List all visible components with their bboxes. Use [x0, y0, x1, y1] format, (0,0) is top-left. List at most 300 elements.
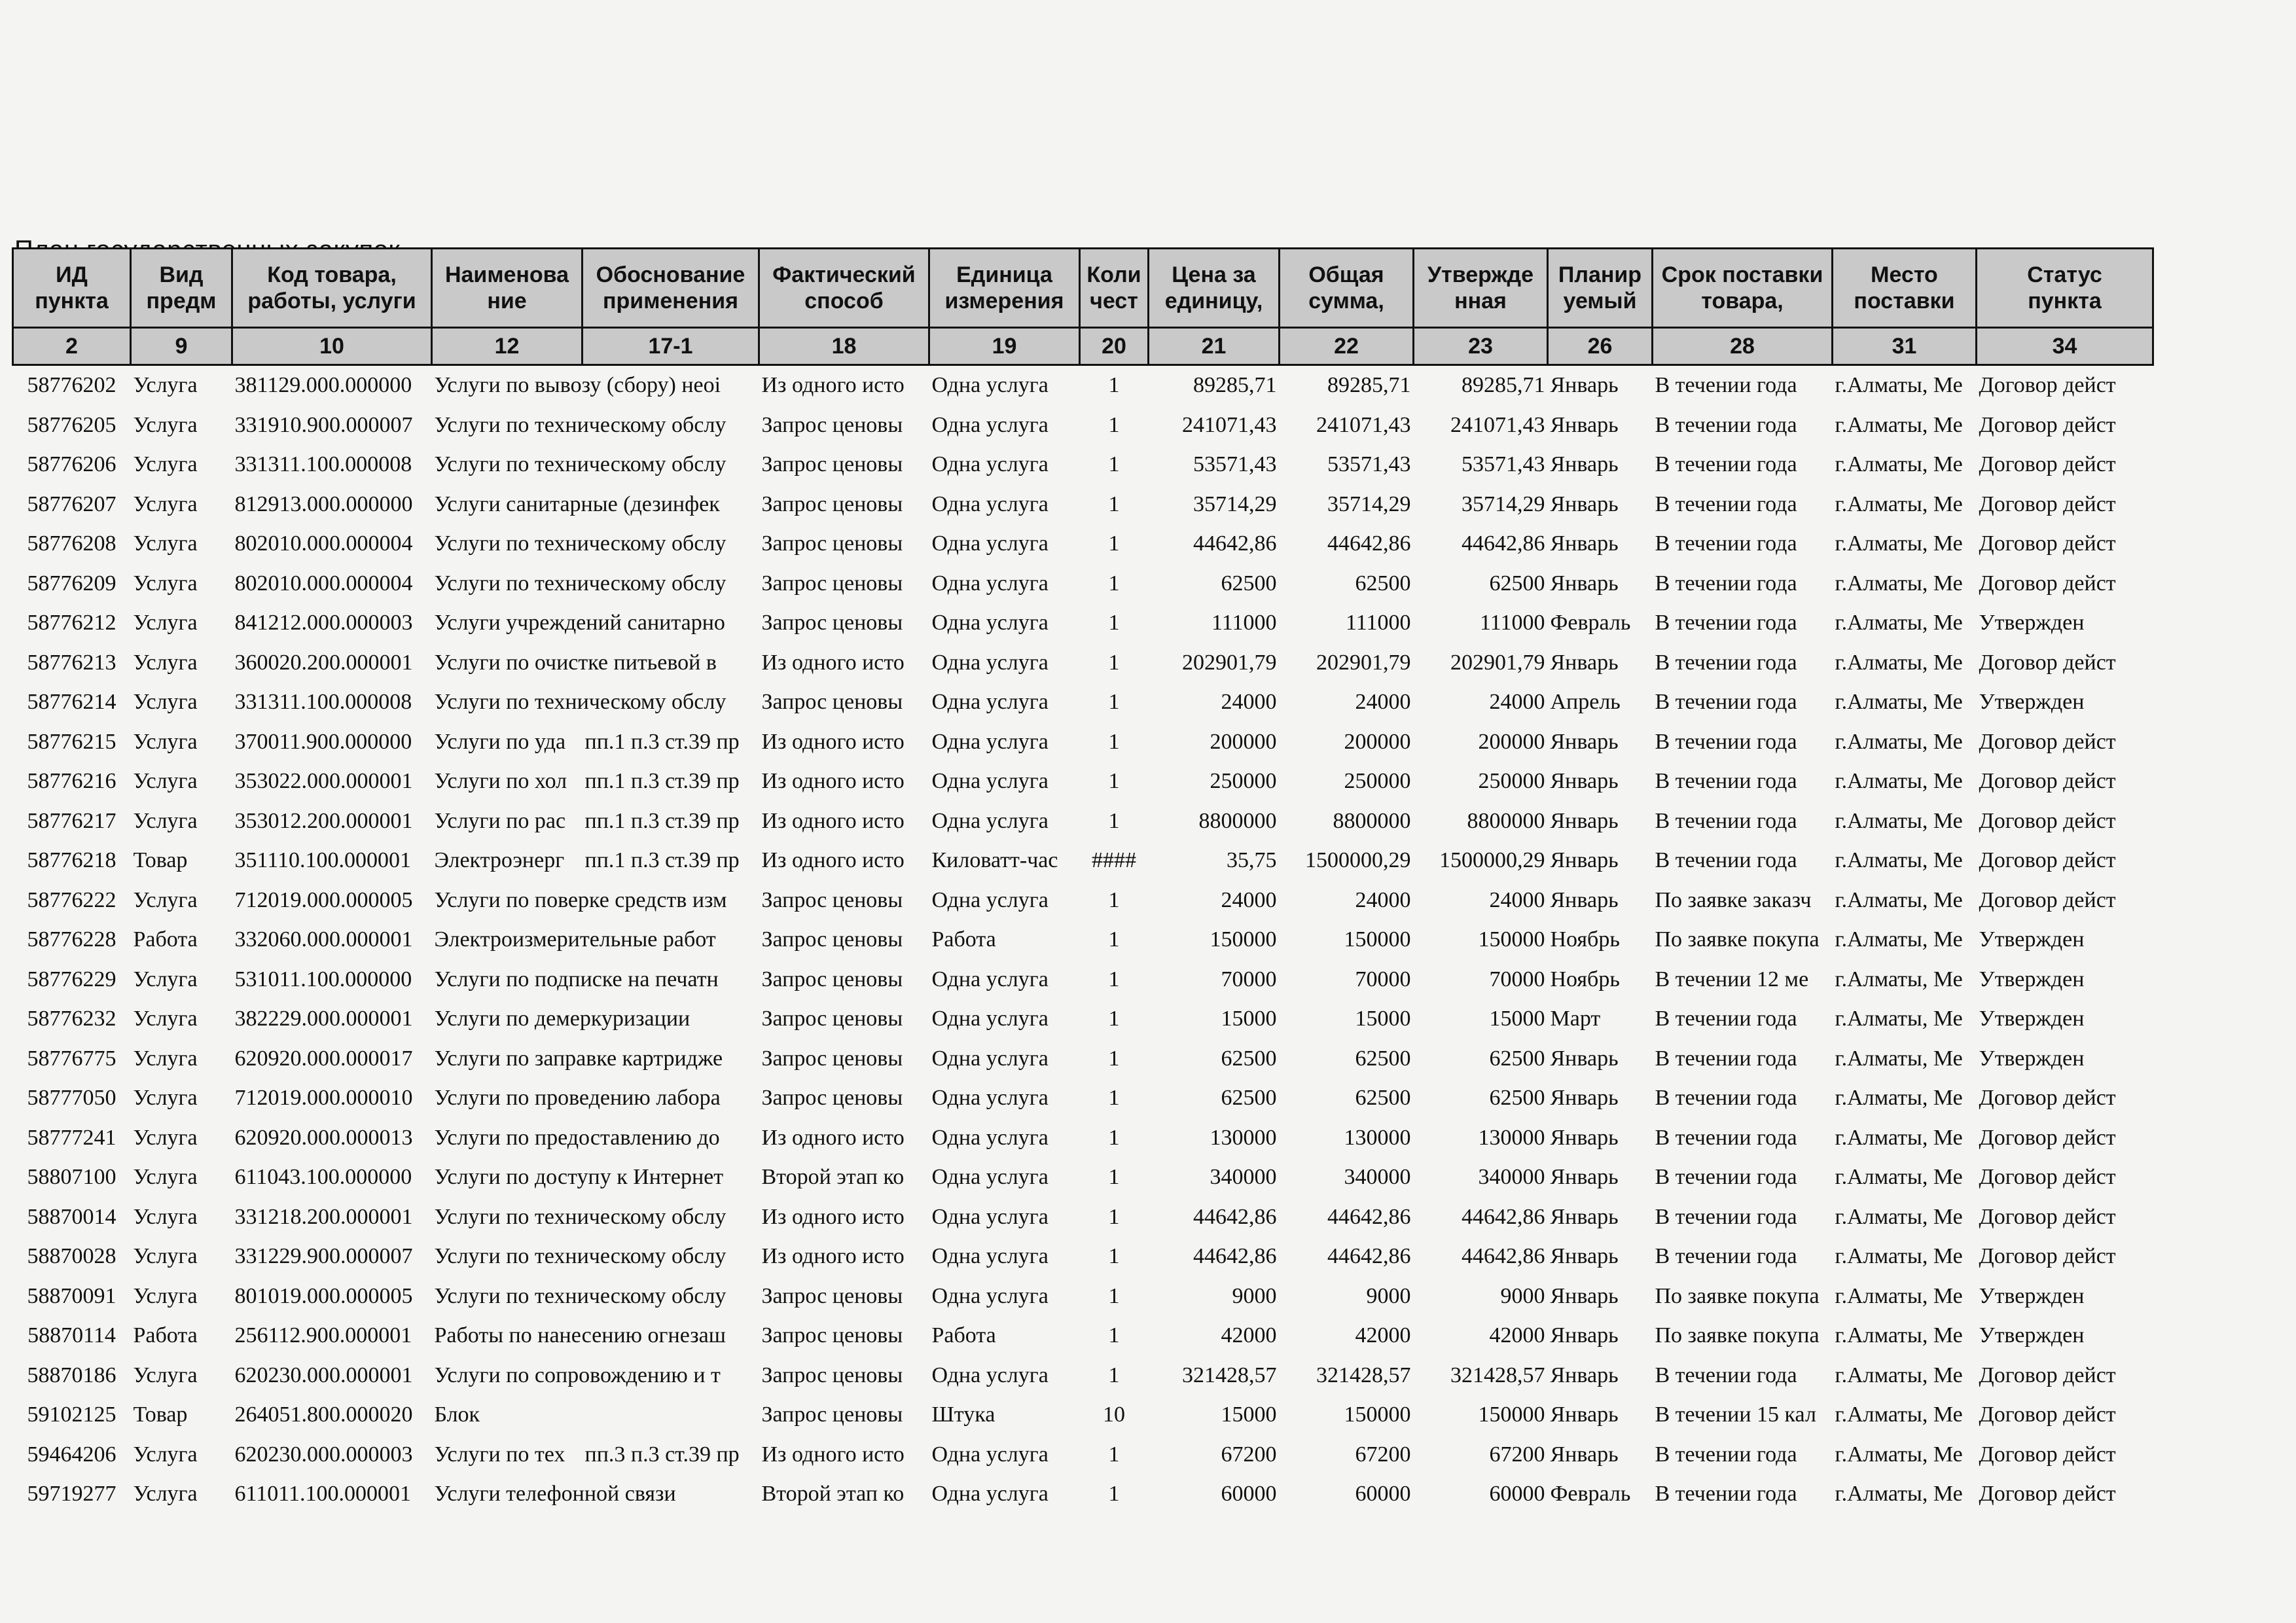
- column-header-name: Наименова ние: [432, 249, 583, 328]
- cell-name: Услуги телефонной связи: [434, 1482, 676, 1507]
- cell-planned-month: Январь: [1550, 1046, 1619, 1071]
- cell-planned-month: Январь: [1550, 848, 1619, 873]
- cell-total-sum: 200000: [1344, 729, 1411, 754]
- cell-delivery-place: г.Алматы, Ме: [1835, 927, 1963, 952]
- cell-method: Запрос ценовы: [761, 690, 903, 715]
- cell-delivery-place: г.Алматы, Ме: [1835, 1204, 1963, 1229]
- cell-method: Запрос ценовы: [761, 491, 903, 516]
- cell-total-sum: 60000: [1355, 1482, 1411, 1507]
- cell-method: Запрос ценовы: [761, 927, 903, 952]
- cell-approved: 44642,86: [1462, 531, 1545, 556]
- cell-planned-month: Январь: [1550, 1402, 1619, 1427]
- cell-total-sum: 8800000: [1333, 808, 1411, 833]
- cell-delivery-term: По заявке покупа: [1655, 1283, 1820, 1308]
- cell-planned-month: Январь: [1550, 1363, 1619, 1387]
- cell-name: Услуги по техническому обслу: [434, 1244, 726, 1269]
- table-row: [13, 762, 2153, 802]
- cell-name: Услуги по хол: [434, 769, 567, 794]
- cell-status: Договор дейст: [1979, 1165, 2116, 1190]
- cell-delivery-term: В течении года: [1655, 808, 1797, 833]
- cell-name: Услуги по подписке на печатн: [434, 967, 719, 991]
- cell-name: Услуги по поверке средств изм: [434, 887, 727, 912]
- cell-id: 58777241: [27, 1125, 117, 1150]
- cell-id: 58776775: [27, 1046, 117, 1071]
- cell-total-sum: 241071,43: [1316, 412, 1411, 437]
- cell-delivery-place: г.Алматы, Ме: [1835, 887, 1963, 912]
- cell-quantity: 1: [1108, 1165, 1120, 1190]
- cell-name: Услуги по демеркуризации: [434, 1007, 691, 1031]
- cell-code: 531011.100.000000: [234, 967, 412, 991]
- cell-quantity: 1: [1108, 531, 1120, 556]
- cell-delivery-place: г.Алматы, Ме: [1835, 1363, 1963, 1387]
- cell-planned-month: Январь: [1550, 373, 1619, 398]
- cell-approved: 89285,71: [1462, 373, 1545, 398]
- cell-planned-month: Январь: [1550, 531, 1619, 556]
- cell-id: 58870091: [27, 1283, 117, 1308]
- column-number-quantity: 20: [1080, 328, 1149, 365]
- cell-name: Работы по нанесению огнезаш: [434, 1323, 726, 1348]
- cell-id: 58776229: [27, 967, 117, 991]
- cell-subject-type: Услуга: [133, 967, 198, 991]
- cell-method: Второй этап ко: [761, 1165, 905, 1190]
- cell-unit-price: 53571,43: [1193, 452, 1277, 477]
- cell-delivery-place: г.Алматы, Ме: [1835, 611, 1963, 635]
- cell-justification: пп.1 п.3 ст.39 пр: [584, 848, 740, 873]
- cell-id: 59102125: [27, 1402, 117, 1427]
- cell-delivery-term: В течении года: [1655, 1482, 1797, 1507]
- cell-total-sum: 62500: [1355, 571, 1411, 596]
- cell-delivery-place: г.Алматы, Ме: [1835, 1165, 1963, 1190]
- cell-planned-month: Март: [1550, 1007, 1601, 1031]
- cell-approved: 9000: [1500, 1283, 1545, 1308]
- cell-code: 611043.100.000000: [234, 1165, 412, 1190]
- cell-delivery-place: г.Алматы, Ме: [1835, 1402, 1963, 1427]
- cell-subject-type: Услуга: [133, 412, 198, 437]
- cell-subject-type: Работа: [133, 1323, 198, 1348]
- cell-name: Услуги по доступу к Интернет: [434, 1165, 724, 1190]
- cell-unit: Одна услуга: [931, 690, 1049, 715]
- cell-name: Услуги санитарные (дезинфек: [434, 491, 720, 516]
- cell-status: Утвержден: [1979, 1007, 2085, 1031]
- cell-code: 360020.200.000001: [234, 650, 413, 675]
- cell-status: Утвержден: [1979, 1283, 2085, 1308]
- cell-method: Второй этап ко: [761, 1482, 905, 1507]
- cell-unit-price: 35714,29: [1193, 491, 1277, 516]
- cell-subject-type: Товар: [133, 1402, 188, 1427]
- cell-code: 332060.000.000001: [234, 927, 413, 952]
- cell-delivery-term: В течении года: [1655, 1442, 1797, 1467]
- cell-quantity: ####: [1092, 848, 1136, 873]
- cell-id: 58776207: [27, 491, 117, 516]
- cell-total-sum: 44642,86: [1327, 1244, 1411, 1269]
- cell-planned-month: Февраль: [1550, 611, 1631, 635]
- cell-quantity: 1: [1108, 611, 1120, 635]
- table-row: [13, 1237, 2153, 1277]
- cell-total-sum: 250000: [1344, 769, 1411, 794]
- cell-approved: 150000: [1478, 1402, 1545, 1427]
- cell-quantity: 1: [1108, 373, 1120, 398]
- cell-total-sum: 9000: [1366, 1283, 1411, 1308]
- cell-unit: Киловатт-час: [931, 848, 1058, 873]
- cell-quantity: 1: [1108, 1046, 1120, 1071]
- cell-id: 58776209: [27, 571, 117, 596]
- table-row: [13, 1277, 2153, 1317]
- cell-status: Договор дейст: [1979, 531, 2116, 556]
- column-header-subject-type: Вид предм: [131, 249, 232, 328]
- cell-method: Запрос ценовы: [761, 1402, 903, 1427]
- cell-delivery-term: В течении года: [1655, 1007, 1797, 1031]
- cell-subject-type: Услуга: [133, 1244, 198, 1269]
- cell-delivery-place: г.Алматы, Ме: [1835, 650, 1963, 675]
- cell-code: 801019.000.000005: [234, 1283, 413, 1308]
- cell-name: Услуги по вывозу (сбору) неоі: [434, 373, 721, 398]
- cell-total-sum: 89285,71: [1327, 373, 1411, 398]
- cell-delivery-place: г.Алматы, Ме: [1835, 729, 1963, 754]
- cell-total-sum: 111000: [1346, 611, 1411, 635]
- cell-unit: Одна услуга: [931, 887, 1049, 912]
- cell-approved: 8800000: [1467, 808, 1545, 833]
- cell-subject-type: Услуга: [133, 650, 198, 675]
- cell-code: 264051.800.000020: [234, 1402, 413, 1427]
- cell-status: Договор дейст: [1979, 1086, 2116, 1111]
- cell-approved: 15000: [1489, 1007, 1545, 1031]
- cell-unit-price: 8800000: [1198, 808, 1277, 833]
- cell-code: 381129.000.000000: [234, 373, 412, 398]
- cell-quantity: 1: [1108, 1204, 1120, 1229]
- cell-total-sum: 67200: [1355, 1442, 1411, 1467]
- table-row: [13, 1316, 2153, 1356]
- cell-unit-price: 24000: [1221, 887, 1277, 912]
- cell-code: 353012.200.000001: [234, 808, 413, 833]
- cell-delivery-term: В течении года: [1655, 1244, 1797, 1269]
- cell-method: Из одного исто: [761, 729, 905, 754]
- cell-subject-type: Услуга: [133, 1204, 198, 1229]
- cell-delivery-term: По заявке покупа: [1655, 927, 1820, 952]
- cell-delivery-place: г.Алматы, Ме: [1835, 808, 1963, 833]
- cell-code: 712019.000.000005: [234, 887, 413, 912]
- cell-quantity: 1: [1108, 452, 1120, 477]
- cell-name: Услуги по уда: [434, 729, 566, 754]
- cell-unit-price: 130000: [1210, 1125, 1277, 1150]
- cell-delivery-place: г.Алматы, Ме: [1835, 1046, 1963, 1071]
- cell-code: 802010.000.000004: [234, 571, 413, 596]
- cell-delivery-place: г.Алматы, Ме: [1835, 967, 1963, 991]
- cell-name: Блок: [434, 1402, 480, 1427]
- cell-planned-month: Январь: [1550, 1165, 1619, 1190]
- cell-status: Договор дейст: [1979, 808, 2116, 833]
- table-row: [13, 881, 2153, 921]
- cell-subject-type: Услуга: [133, 769, 198, 794]
- cell-delivery-term: В течении года: [1655, 1165, 1797, 1190]
- table-row: [13, 1435, 2153, 1475]
- cell-unit: Одна услуга: [931, 1482, 1049, 1507]
- cell-delivery-term: В течении года: [1655, 769, 1797, 794]
- cell-quantity: 1: [1108, 729, 1120, 754]
- cell-name: Услуги по техническому обслу: [434, 412, 726, 437]
- table-row: [13, 1395, 2153, 1435]
- cell-quantity: 1: [1108, 491, 1120, 516]
- cell-quantity: 1: [1108, 769, 1120, 794]
- cell-method: Из одного исто: [761, 1442, 905, 1467]
- cell-unit-price: 67200: [1221, 1442, 1277, 1467]
- cell-unit: Одна услуга: [931, 1086, 1049, 1111]
- cell-delivery-term: В течении 12 ме: [1655, 967, 1809, 991]
- cell-unit: Работа: [931, 1323, 996, 1348]
- table-row: [13, 1198, 2153, 1238]
- cell-method: Из одного исто: [761, 848, 905, 873]
- cell-approved: 200000: [1478, 729, 1545, 754]
- cell-unit: Одна услуга: [931, 967, 1049, 991]
- cell-subject-type: Услуга: [133, 1283, 198, 1308]
- cell-status: Утвержден: [1979, 690, 2085, 715]
- cell-delivery-term: В течении года: [1655, 1204, 1797, 1229]
- cell-method: Из одного исто: [761, 1244, 905, 1269]
- cell-approved: 42000: [1489, 1323, 1545, 1348]
- cell-id: 58776205: [27, 412, 117, 437]
- cell-unit: Одна услуга: [931, 531, 1049, 556]
- cell-delivery-place: г.Алматы, Ме: [1835, 1442, 1963, 1467]
- cell-delivery-place: г.Алматы, Ме: [1835, 571, 1963, 596]
- cell-unit: Штука: [931, 1402, 996, 1427]
- cell-quantity: 1: [1108, 690, 1120, 715]
- column-number-subject-type: 9: [131, 328, 232, 365]
- cell-planned-month: Ноябрь: [1550, 967, 1620, 991]
- cell-subject-type: Услуга: [133, 1482, 198, 1507]
- cell-status: Договор дейст: [1979, 769, 2116, 794]
- cell-unit-price: 24000: [1221, 690, 1277, 715]
- cell-quantity: 1: [1108, 887, 1120, 912]
- cell-unit-price: 150000: [1210, 927, 1277, 952]
- cell-unit: Одна услуга: [931, 1204, 1049, 1229]
- table-row: [13, 643, 2153, 683]
- cell-id: 58776212: [27, 611, 117, 635]
- cell-total-sum: 321428,57: [1316, 1363, 1411, 1387]
- cell-planned-month: Январь: [1550, 650, 1619, 675]
- cell-status: Договор дейст: [1979, 412, 2116, 437]
- column-header-code: Код товара, работы, услуги: [232, 249, 432, 328]
- cell-planned-month: Январь: [1550, 1204, 1619, 1229]
- cell-approved: 24000: [1489, 690, 1545, 715]
- cell-total-sum: 35714,29: [1327, 491, 1411, 516]
- cell-subject-type: Услуга: [133, 808, 198, 833]
- cell-code: 370011.900.000000: [234, 729, 412, 754]
- cell-delivery-term: По заявке покупа: [1655, 1323, 1820, 1348]
- cell-delivery-term: В течении года: [1655, 690, 1797, 715]
- cell-status: Договор дейст: [1979, 373, 2116, 398]
- cell-quantity: 1: [1108, 1244, 1120, 1269]
- cell-status: Договор дейст: [1979, 887, 2116, 912]
- cell-method: Запрос ценовы: [761, 1007, 903, 1031]
- cell-subject-type: Услуга: [133, 1086, 198, 1111]
- cell-approved: 53571,43: [1462, 452, 1545, 477]
- cell-method: Из одного исто: [761, 1125, 905, 1150]
- cell-method: Запрос ценовы: [761, 967, 903, 991]
- cell-planned-month: Февраль: [1550, 1482, 1631, 1507]
- cell-name: Электроэнерг: [434, 848, 565, 873]
- table-row: [13, 1356, 2153, 1396]
- cell-delivery-place: г.Алматы, Ме: [1835, 1323, 1963, 1348]
- cell-approved: 1500000,29: [1439, 848, 1545, 873]
- cell-name: Услуги по техническому обслу: [434, 531, 726, 556]
- cell-justification: пп.1 п.3 ст.39 пр: [584, 769, 740, 794]
- cell-total-sum: 24000: [1355, 690, 1411, 715]
- cell-approved: 62500: [1489, 1046, 1545, 1071]
- cell-subject-type: Услуга: [133, 690, 198, 715]
- table-row: [13, 485, 2153, 525]
- cell-unit-price: 44642,86: [1193, 531, 1277, 556]
- cell-id: 58870014: [27, 1204, 117, 1229]
- cell-id: 58776218: [27, 848, 117, 873]
- cell-unit-price: 15000: [1221, 1402, 1277, 1427]
- column-number-delivery-place: 31: [1833, 328, 1977, 365]
- cell-status: Договор дейст: [1979, 650, 2116, 675]
- cell-status: Договор дейст: [1979, 1244, 2116, 1269]
- cell-delivery-term: В течении года: [1655, 452, 1797, 477]
- cell-planned-month: Январь: [1550, 808, 1619, 833]
- cell-code: 611011.100.000001: [234, 1482, 411, 1507]
- cell-status: Договор дейст: [1979, 848, 2116, 873]
- cell-delivery-term: По заявке заказч: [1655, 887, 1812, 912]
- cell-delivery-term: В течении года: [1655, 611, 1797, 635]
- cell-delivery-place: г.Алматы, Ме: [1835, 1244, 1963, 1269]
- cell-quantity: 1: [1108, 1283, 1120, 1308]
- cell-id: 59719277: [27, 1482, 117, 1507]
- cell-total-sum: 53571,43: [1327, 452, 1411, 477]
- cell-delivery-term: В течении 15 кал: [1655, 1402, 1816, 1427]
- cell-id: 58776216: [27, 769, 117, 794]
- cell-unit-price: 62500: [1221, 1086, 1277, 1111]
- cell-delivery-place: г.Алматы, Ме: [1835, 1283, 1963, 1308]
- cell-id: 58776217: [27, 808, 117, 833]
- cell-code: 620230.000.000001: [234, 1363, 413, 1387]
- cell-status: Утвержден: [1979, 1323, 2085, 1348]
- cell-planned-month: Январь: [1550, 571, 1619, 596]
- cell-unit-price: 241071,43: [1182, 412, 1277, 437]
- cell-code: 331910.900.000007: [234, 412, 413, 437]
- column-header-planned-month: Планир уемый: [1548, 249, 1653, 328]
- cell-approved: 241071,43: [1450, 412, 1545, 437]
- cell-subject-type: Услуга: [133, 1363, 198, 1387]
- table-row: [13, 1474, 2153, 1514]
- cell-status: Утвержден: [1979, 967, 2085, 991]
- table-row: [13, 564, 2153, 604]
- cell-unit: Одна услуга: [931, 650, 1049, 675]
- cell-approved: 44642,86: [1462, 1244, 1545, 1269]
- cell-quantity: 1: [1108, 412, 1120, 437]
- table-row: [13, 1039, 2153, 1079]
- cell-method: Из одного исто: [761, 1204, 905, 1229]
- table-row: [13, 920, 2153, 960]
- cell-delivery-place: г.Алматы, Ме: [1835, 1125, 1963, 1150]
- cell-delivery-place: г.Алматы, Ме: [1835, 412, 1963, 437]
- cell-name: Услуги по техническому обслу: [434, 1204, 726, 1229]
- cell-approved: 340000: [1478, 1165, 1545, 1190]
- cell-code: 712019.000.000010: [234, 1086, 413, 1111]
- cell-subject-type: Услуга: [133, 729, 198, 754]
- cell-unit-price: 340000: [1210, 1165, 1277, 1190]
- cell-status: Договор дейст: [1979, 1125, 2116, 1150]
- column-number-delivery-term: 28: [1653, 328, 1833, 365]
- cell-total-sum: 44642,86: [1327, 531, 1411, 556]
- cell-delivery-term: В течении года: [1655, 491, 1797, 516]
- column-header-unit: Единица измерения: [929, 249, 1080, 328]
- cell-status: Договор дейст: [1979, 1402, 2116, 1427]
- cell-code: 331229.900.000007: [234, 1244, 413, 1269]
- cell-approved: 60000: [1489, 1482, 1545, 1507]
- cell-delivery-term: В течении года: [1655, 650, 1797, 675]
- cell-approved: 202901,79: [1450, 650, 1545, 675]
- cell-method: Из одного исто: [761, 650, 905, 675]
- cell-subject-type: Услуга: [133, 611, 198, 635]
- cell-unit: Одна услуга: [931, 1007, 1049, 1031]
- cell-status: Договор дейст: [1979, 491, 2116, 516]
- cell-method: Запрос ценовы: [761, 1086, 903, 1111]
- cell-planned-month: Апрель: [1550, 690, 1621, 715]
- cell-unit: Работа: [931, 927, 996, 952]
- cell-unit: Одна услуга: [931, 1363, 1049, 1387]
- cell-name: Услуги по предоставлению до: [434, 1125, 720, 1150]
- cell-code: 256112.900.000001: [234, 1323, 412, 1348]
- cell-quantity: 1: [1108, 927, 1120, 952]
- cell-name: Электроизмерительные работ: [434, 927, 716, 952]
- cell-method: Запрос ценовы: [761, 531, 903, 556]
- cell-unit: Одна услуга: [931, 1046, 1049, 1071]
- cell-quantity: 1: [1108, 1007, 1120, 1031]
- cell-delivery-term: В течении года: [1655, 848, 1797, 873]
- cell-planned-month: Январь: [1550, 1283, 1619, 1308]
- cell-total-sum: 24000: [1355, 887, 1411, 912]
- cell-delivery-place: г.Алматы, Ме: [1835, 848, 1963, 873]
- cell-approved: 250000: [1478, 769, 1545, 794]
- cell-id: 58776213: [27, 650, 117, 675]
- cell-unit-price: 62500: [1221, 1046, 1277, 1071]
- cell-unit-price: 35,75: [1227, 848, 1277, 873]
- cell-name: Услуги по тех: [434, 1442, 565, 1467]
- cell-subject-type: Услуга: [133, 887, 198, 912]
- cell-status: Утвержден: [1979, 611, 2085, 635]
- cell-delivery-place: г.Алматы, Ме: [1835, 373, 1963, 398]
- cell-approved: 62500: [1489, 571, 1545, 596]
- cell-name: Услуги учреждений санитарно: [434, 611, 725, 635]
- cell-delivery-term: В течении года: [1655, 412, 1797, 437]
- cell-id: 58776232: [27, 1007, 117, 1031]
- cell-quantity: 1: [1108, 650, 1120, 675]
- column-header-delivery-term: Срок поставки товара,: [1653, 249, 1833, 328]
- cell-method: Запрос ценовы: [761, 1363, 903, 1387]
- cell-id: 58776228: [27, 927, 117, 952]
- cell-subject-type: Услуга: [133, 531, 198, 556]
- cell-quantity: 1: [1108, 1086, 1120, 1111]
- cell-unit: Одна услуга: [931, 729, 1049, 754]
- cell-method: Запрос ценовы: [761, 412, 903, 437]
- cell-quantity: 1: [1108, 1125, 1120, 1150]
- cell-method: Запрос ценовы: [761, 571, 903, 596]
- cell-id: 58776208: [27, 531, 117, 556]
- column-number-justification: 17-1: [583, 328, 759, 365]
- cell-id: 58776214: [27, 690, 117, 715]
- cell-subject-type: Работа: [133, 927, 198, 952]
- cell-approved: 150000: [1478, 927, 1545, 952]
- table-row: [13, 603, 2153, 643]
- cell-id: 58870114: [27, 1323, 116, 1348]
- cell-unit-price: 15000: [1221, 1007, 1277, 1031]
- cell-approved: 24000: [1489, 887, 1545, 912]
- cell-id: 58807100: [27, 1165, 117, 1190]
- cell-id: 58776222: [27, 887, 117, 912]
- cell-delivery-place: г.Алматы, Ме: [1835, 1086, 1963, 1111]
- cell-unit: Одна услуга: [931, 412, 1049, 437]
- cell-total-sum: 1500000,29: [1305, 848, 1411, 873]
